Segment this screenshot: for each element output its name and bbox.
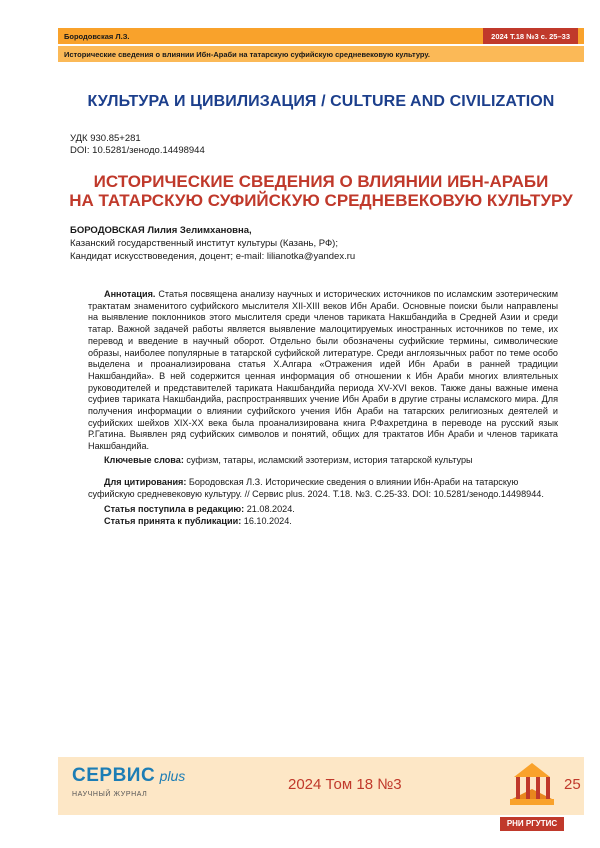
udk-code: УДК 930.85+281 — [70, 133, 141, 144]
accepted-value: 16.10.2024. — [243, 516, 292, 526]
running-title-text: Исторические сведения о влиянии Ибн-Араби на татарскую суфийскую средневековую культуру. — [64, 49, 431, 59]
received-value: 21.08.2024. — [246, 504, 295, 514]
emblem-caption: РНИ РГУТИС — [500, 817, 564, 831]
keywords-text: суфизм, татары, исламский эзотеризм, история татарской культуры — [186, 455, 473, 465]
citation-label: Для цитирования: — [104, 477, 187, 487]
author-name: БОРОДОВСКАЯ Лилия Зелимхановна, — [70, 225, 252, 236]
abstract-label: Аннотация. — [104, 289, 156, 299]
running-title — [58, 46, 584, 62]
page-number: 25 — [564, 776, 581, 793]
accepted-label: Статья принята к публикации: — [104, 516, 242, 526]
doi: DOI: 10.5281/зенодо.14498944 — [70, 145, 205, 156]
citation — [88, 477, 558, 500]
journal-subtitle: НАУЧНЫЙ ЖУРНАЛ — [72, 791, 148, 798]
journal-logo — [72, 765, 185, 798]
article-title — [58, 172, 584, 210]
section-heading: КУЛЬТУРА И ЦИВИЛИЗАЦИЯ / CULTURE AND CIVILIZATION — [87, 93, 555, 110]
citation-text: Бородовская Л.З. Исторические сведения о влиянии Ибн-Араби на татарскую суфийскую средневековую культуру. // Сервис plus. 2024. Т.18. №3. С.25-33. DOI: 10.5281/зенодо.14498944. — [88, 477, 544, 499]
header-issue-ref: 2024 Т.18 №3 с. 25–33 — [483, 28, 578, 44]
keywords-label: Ключевые слова: — [104, 455, 184, 465]
author-position: Кандидат искусствоведения, доцент; e-mail: lilianotka@yandex.ru — [70, 251, 356, 262]
author-affiliation: Казанский государственный институт культуры (Казань, РФ); — [70, 238, 338, 249]
page-footer — [58, 757, 584, 828]
accepted-date — [104, 516, 292, 526]
footer-issue: 2024 Том 18 №3 — [288, 776, 402, 793]
abstract — [88, 289, 558, 453]
received-label: Статья поступила в редакцию: — [104, 504, 245, 514]
article-title-line2: НА ТАТАРСКУЮ СУФИЙСКУЮ СРЕДНЕВЕКОВУЮ КУЛЬТУРУ — [69, 191, 573, 210]
article-title-line1: ИСТОРИЧЕСКИЕ СВЕДЕНИЯ О ВЛИЯНИИ ИБН-АРАБИ — [93, 172, 549, 191]
author-block — [70, 224, 355, 263]
journal-plus: plus — [159, 768, 186, 784]
header-author: Бородовская Л.З. — [64, 31, 130, 41]
journal-name: СЕРВИС — [72, 765, 156, 786]
received-date — [104, 504, 295, 514]
abstract-text: Статья посвящена анализу научных и исторических источников по исламским эзотерическим трактатам знаменитого суфийского мыслителя XII-XIII веков Ибн Араби. Основные поиски были направлены на выявление поклонников этого мыслителя среди членов тариката Накшбандийа в Средней Азии и среди татар. Важной задачей работы является выявление малоцитируемых иностранных источников по теме, их перевод и введение в научный оборот. Отдельно были обозначены суфийские термины, символические образы, наиболее популярные в татарской суфийской литературе. Среди англоязычных работ по теме особо выделена и проанализирована статья Х.Алгара «Отражения идей Ибн Араби в ранней традиции Накшбандийа». В ней содержится ценная информация об отношении к Ибн Араби многих влиятельных руководителей и представителей тариката Накшбандийа периода XV-XVI веков. Также даны важные имена суфиев тариката Накшбандийа, распространявших учение Ибн Араби в другие страны исламского мира. Для получения информации о влиянии суфийского учения Ибн Араби на татарских религиозных деятелей и суфийских шейхов XIX-XX века была проанализирована книга Р.Фахретдина в переводе на русский язык Р.Гатина. Выявлен ряд суфийских символов и понятий, общих для трактатов Ибн Араби и членов тариката Накшбандийа. — [88, 289, 558, 452]
university-emblem-icon — [504, 759, 560, 815]
running-header — [58, 28, 584, 44]
keywords — [104, 455, 473, 465]
